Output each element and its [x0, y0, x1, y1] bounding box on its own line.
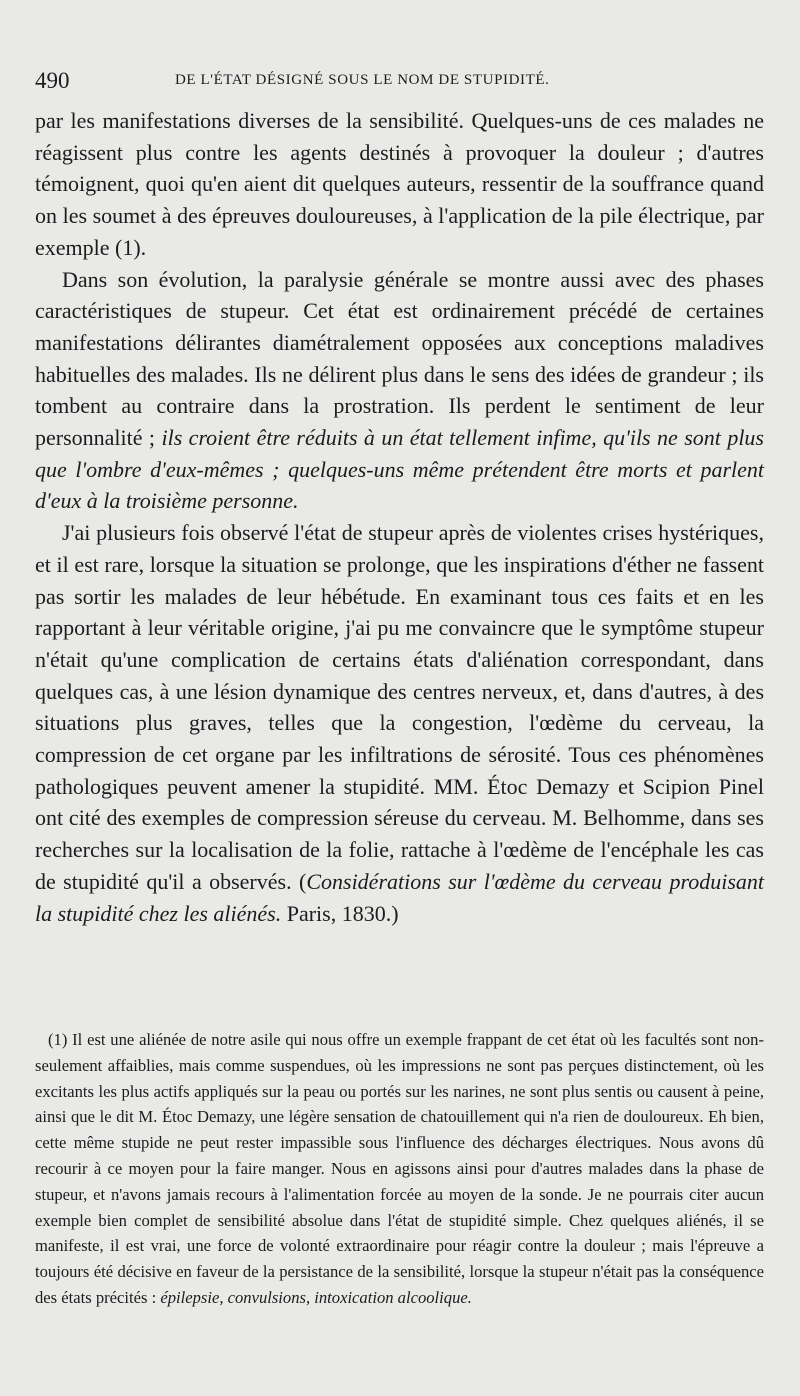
main-text: [35, 105, 764, 929]
footnote-1: [35, 1027, 764, 1311]
page-header: [35, 68, 764, 98]
paragraph-3-italic: Considérations sur l'œdème du cerveau produisant la stupidité chez les aliénés.: [35, 868, 764, 926]
paragraph-2: [35, 264, 764, 518]
paragraph-1: [35, 105, 764, 264]
footnotes: [35, 1027, 764, 1311]
paragraph-2-italic: ils croient être réduits à un état tellement infime, qu'ils ne sont plus que l'ombre d'eux-mêmes ; quelques-uns même prétendent être morts et parlent d'eux à la troisième personne.: [35, 425, 764, 514]
running-title: DE L'ÉTAT DÉSIGNÉ SOUS LE NOM DE STUPIDITÉ.: [175, 72, 550, 88]
paragraph-2-text: Dans son évolution, la paralysie générale se montre aussi avec des phases caractéristiques de stupeur. Cet état est ordinairement précédé de certaines manifestations délirantes diamétralement opposées aux conceptions maladives habituelles des malades. Ils ne délirent plus dans le sens des idées de grandeur ; ils tombent au contraire dans la prostration. Ils perdent le sentiment de leur personnalité ;: [35, 266, 764, 451]
paragraph-3-after: Paris, 1830.): [281, 900, 399, 926]
paragraph-3-text: J'ai plusieurs fois observé l'état de stupeur après de violentes crises hystériques, et il est rare, lorsque la situation se prolonge, que les inspirations d'éther ne fassent pas sortir les malades de leur hébétude. En examinant tous ces faits et en les rapportant à leur véritable origine, j'ai pu me convaincre que le symptôme stupeur n'était qu'une complication de certains états d'aliénation correspondant, dans quelques cas, à une lésion dynamique des centres nerveux, et, dans d'autres, à des situations plus graves, telles que la congestion, l'œdème du cerveau, la compression de cet organe par les infiltrations de sérosité. Tous ces phénomènes pathologiques peuvent amener la stupidité. MM. Étoc Demazy et Scipion Pinel ont cité des exemples de compression séreuse du cerveau. M. Belhomme, dans ses recherches sur la localisation de la folie, rattache à l'œdème de l'encéphale les cas de stupidité qu'il a observés. (: [35, 520, 764, 894]
footnote-1-text: (1) Il est une aliénée de notre asile qui nous offre un exemple frappant de cet état où les facultés sont non-seulement affaiblies, mais comme suspendues, où les impressions ne sont pas perçues distinctement, où les excitants les plus actifs appliqués sur la peau ou portés sur les narines, ne sont plus sentis ou causent à peine, ainsi que le dit M. Étoc Demazy, une légère sensation de chatouillement qui n'a rien de douloureux. Eh bien, cette même stupide ne peut rester impassible sous l'influence des décharges électriques. Nous avons dû recourir à ce moyen pour la faire manger. Nous en agissons ainsi pour d'autres malades dans la phase de stupeur, et n'avons jamais recours à l'alimentation forcée au moyen de la sonde. Je ne pourrais citer aucun exemple bien complet de sensibilité absolue dans l'état de stupidité simple. Chez quelques aliénés, il se manifeste, il est vrai, une force de volonté extraordinaire pour réagir contre la douleur ; mais l'épreuve a toujours été décisive en faveur de la persistance de la sensibilité, lorsque la stupeur n'était pas la conséquence des états précités :: [35, 1030, 764, 1307]
paragraph-3: [35, 517, 764, 929]
page-number: 490: [35, 68, 70, 93]
footnote-1-italic: épilepsie, convulsions, intoxication alcoolique.: [160, 1287, 472, 1307]
paragraph-1-text: par les manifestations diverses de la sensibilité. Quelques-uns de ces malades ne réagissent plus contre les agents destinés à provoquer la douleur ; d'autres témoignent, quoi qu'en aient dit quelques auteurs, ressentir de la souffrance quand on les soumet à des épreuves douloureuses, à l'application de la pile électrique, par exemple (1).: [35, 108, 764, 260]
